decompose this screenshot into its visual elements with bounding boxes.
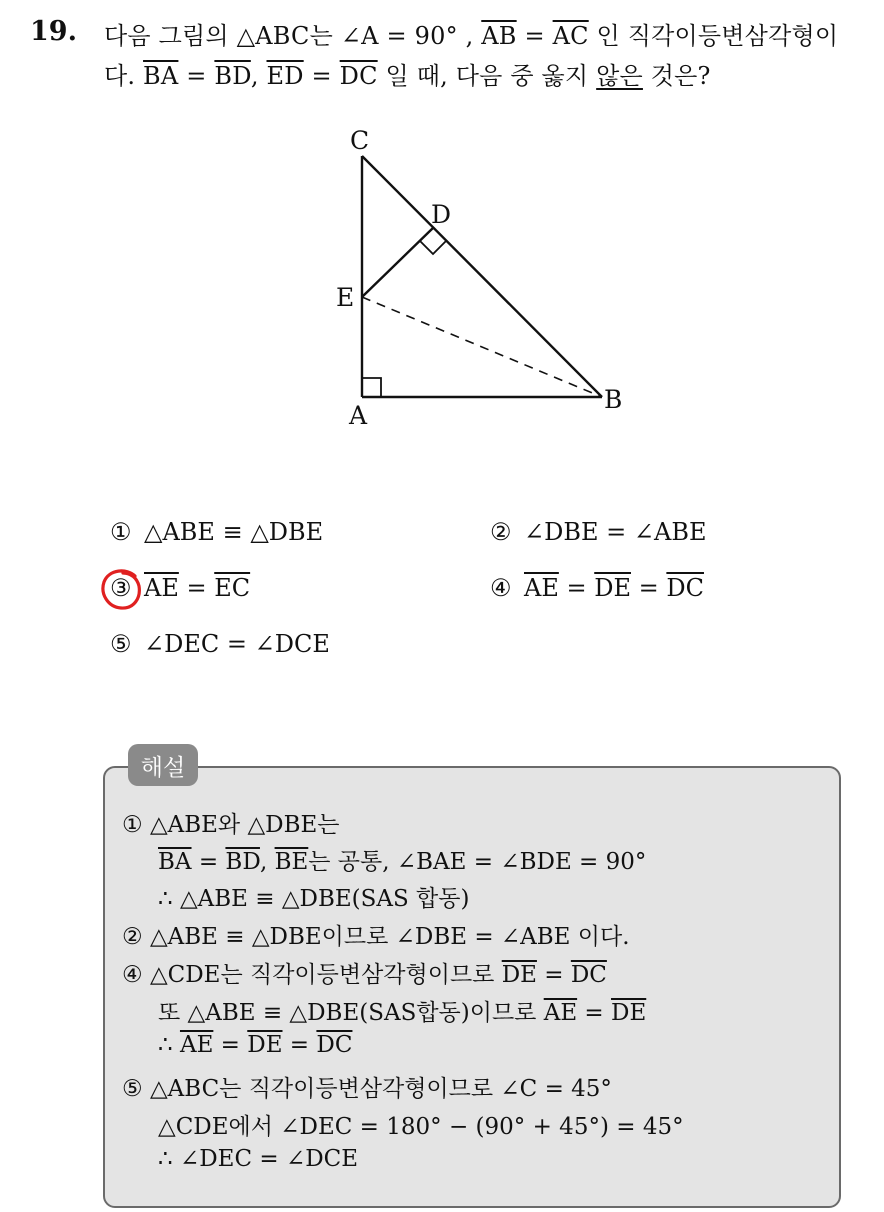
question-number: 19. — [30, 16, 77, 47]
solution-line-9: △CDE에서 ∠DEC = 180° − (90° + 45°) = 45° — [158, 1114, 684, 1140]
segment-ba: $\overline{BA}$ — [158, 849, 192, 875]
segment-dc: $\overline{DC}$ — [339, 62, 378, 90]
segment-ae: $\overline{AE}$ — [179, 1032, 214, 1058]
segment-dc: $\overline{DC}$ — [666, 574, 704, 602]
label-b: B — [604, 385, 623, 414]
right-angle-mark-d — [420, 240, 447, 254]
solution-line-4 — [122, 918, 630, 951]
therefore: ∴ — [158, 1032, 180, 1058]
step-number: ⑤ — [122, 1076, 143, 1102]
equals: = — [558, 574, 595, 602]
choice-number: ③ — [110, 574, 132, 602]
question-text: 다. — [104, 62, 144, 90]
question-line-2 — [104, 56, 711, 91]
segment-ae: $\overline{AE}$ — [524, 574, 559, 602]
choice-text: ∠DEC = ∠DCE — [144, 630, 330, 658]
step-number: ④ — [122, 962, 143, 988]
question-text: 다음 그림의 △ABC는 ∠A = 90° , — [104, 22, 482, 50]
segment-bd: $\overline{BD}$ — [214, 62, 251, 90]
segment-ac: $\overline{AC}$ — [552, 22, 589, 50]
solution-line-5 — [122, 956, 607, 989]
segment-ba: $\overline{BA}$ — [143, 62, 179, 90]
side-cb — [362, 156, 602, 397]
segment-ae: $\overline{AE}$ — [144, 574, 179, 602]
equals: = — [178, 62, 215, 90]
equals: = — [213, 1032, 248, 1058]
step-number: ① — [122, 812, 143, 838]
equals: = — [631, 574, 667, 602]
segment-ed: $\overline{ED}$ — [266, 62, 304, 90]
segment-de: $\overline{DE}$ — [501, 962, 537, 988]
step-text: 는 공통, ∠BAE = ∠BDE = 90° — [308, 849, 647, 875]
equals: = — [577, 1000, 612, 1026]
equals: = — [178, 574, 215, 602]
step-text: △CDE는 직각이등변삼각형이므로 — [149, 962, 502, 988]
solution-line-3: ∴ △ABE ≡ △DBE(SAS 합동) — [158, 886, 470, 912]
label-e: E — [336, 283, 355, 312]
label-d: D — [431, 200, 452, 229]
question-text: 일 때, 다음 중 옳지 — [377, 62, 597, 90]
comma: , — [250, 62, 267, 90]
choice-4[interactable] — [490, 574, 704, 602]
segment-de: $\overline{DE}$ — [594, 574, 631, 602]
solution-tag: 해설 — [128, 744, 198, 786]
solution-line-7 — [158, 1032, 352, 1058]
choice-number: ⑤ — [110, 630, 132, 658]
segment-ed-line — [362, 227, 434, 297]
choice-5[interactable] — [110, 630, 330, 658]
right-angle-mark-a — [362, 378, 381, 397]
segment-de: $\overline{DE}$ — [611, 1000, 647, 1026]
question-line-1 — [104, 16, 838, 51]
question-text: 인 직각이등변삼각형이 — [588, 22, 839, 50]
solution-line-10: ∴ ∠DEC = ∠DCE — [158, 1146, 359, 1172]
triangle-figure — [320, 120, 640, 440]
equals: = — [282, 1032, 317, 1058]
answer-circle-mark — [99, 566, 145, 612]
segment-bd: $\overline{BD}$ — [225, 849, 260, 875]
solution-line-6 — [158, 994, 646, 1027]
choice-text: △ABE ≡ △DBE — [144, 518, 324, 546]
segment-eb-dashed — [362, 297, 602, 397]
underlined-word: 않은 — [596, 62, 643, 90]
step-text: △ABC는 직각이등변삼각형이므로 ∠C = 45° — [149, 1076, 612, 1102]
segment-dc: $\overline{DC}$ — [316, 1032, 353, 1058]
comma: , — [259, 849, 275, 875]
segment-de: $\overline{DE}$ — [247, 1032, 283, 1058]
equals: = — [536, 962, 571, 988]
segment-ae: $\overline{AE}$ — [543, 1000, 578, 1026]
segment-be: $\overline{BE}$ — [274, 849, 309, 875]
step-text: 또 △ABE ≡ △DBE(SAS합동)이므로 — [158, 1000, 544, 1026]
step-text: △ABE와 △DBE는 — [149, 812, 340, 838]
question-text: 것은? — [642, 62, 711, 90]
equals: = — [191, 849, 226, 875]
equals: = — [516, 22, 553, 50]
choice-number: ④ — [490, 574, 512, 602]
segment-dc: $\overline{DC}$ — [570, 962, 607, 988]
segment-ec: $\overline{EC}$ — [214, 574, 251, 602]
segment-ab: $\overline{AB}$ — [481, 22, 517, 50]
choice-2[interactable] — [490, 518, 706, 546]
solution-line-8 — [122, 1070, 612, 1103]
label-a: A — [349, 401, 368, 430]
choice-number: ② — [490, 518, 512, 546]
choice-1[interactable] — [110, 518, 323, 546]
label-c: C — [350, 126, 370, 155]
equals: = — [303, 62, 340, 90]
solution-line-1 — [122, 806, 340, 839]
choice-text: ∠DBE = ∠ABE — [524, 518, 707, 546]
step-text: △ABE ≡ △DBE이므로 ∠DBE = ∠ABE 이다. — [149, 924, 630, 950]
choice-number: ① — [110, 518, 132, 546]
step-number: ② — [122, 924, 143, 950]
solution-line-2 — [158, 843, 646, 876]
